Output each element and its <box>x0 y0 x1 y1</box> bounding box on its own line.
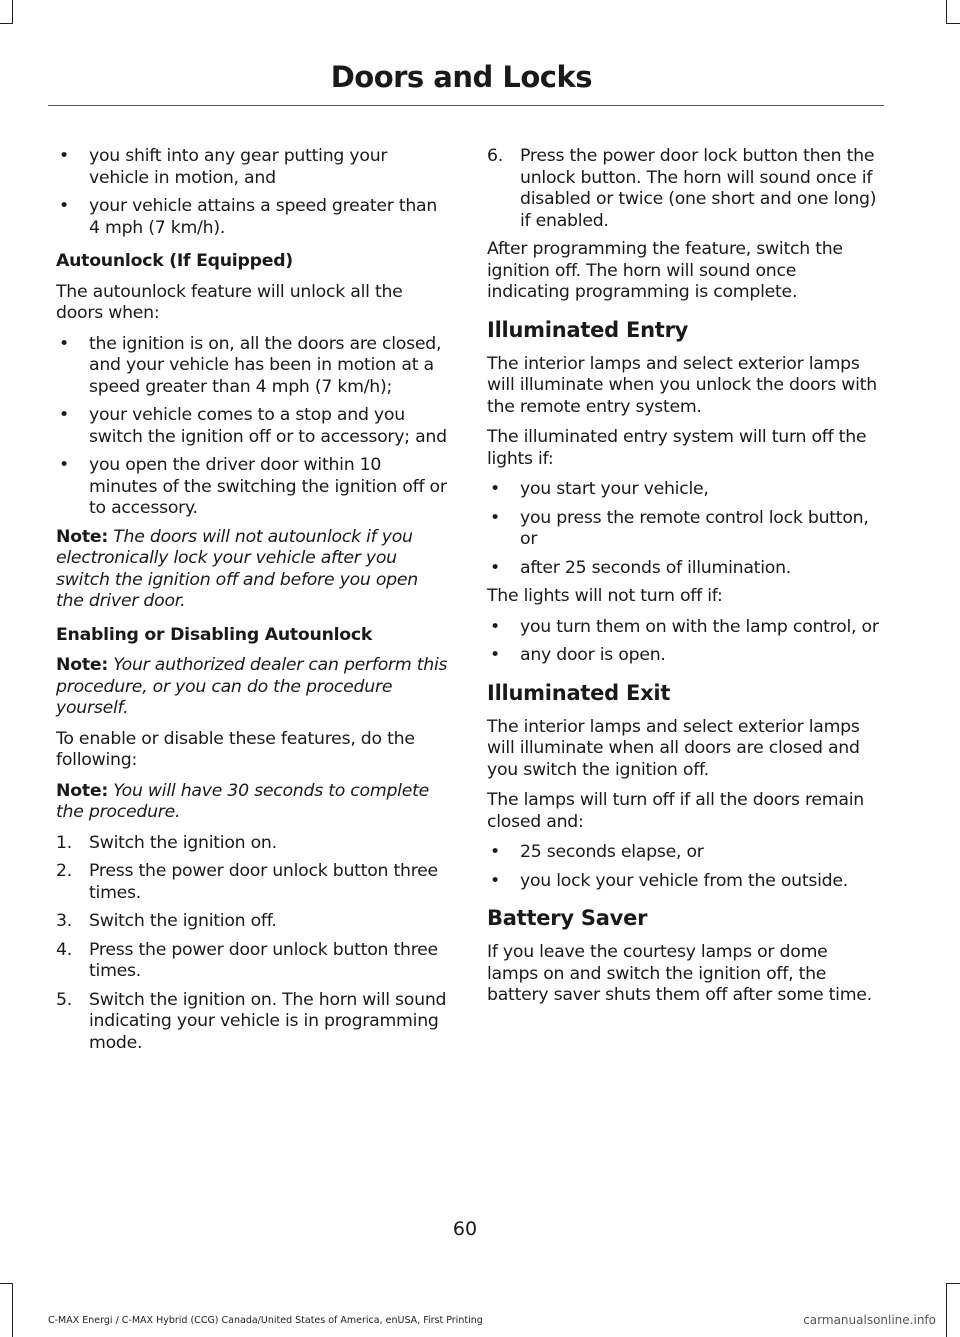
list-item: • you press the remote control lock button, or <box>490 507 869 549</box>
right-column <box>487 146 879 1016</box>
list-item: • you turn them on with the lamp control, or <box>490 616 879 637</box>
crop-mark-bottom-left-h <box>0 1283 13 1284</box>
crop-mark-top-right-h <box>946 23 960 24</box>
bullet-icon: • <box>490 870 500 891</box>
battery-saver-heading: Battery Saver <box>487 906 648 930</box>
left-column <box>56 146 448 1061</box>
not-off-intro: The lights will not turn off if: <box>487 586 723 606</box>
bullet-icon: • <box>490 645 500 665</box>
footer-text: C-MAX Energi / C-MAX Hybrid (CCG) Canada/United States of America, enUSA, First Printing <box>48 1315 483 1326</box>
list-item: • your vehicle attains a speed greater than 4 mph (7 km/h). <box>59 196 438 238</box>
step-item: 4. Press the power door unlock button three times. <box>56 939 438 981</box>
crop-mark-top-right-v <box>946 0 947 24</box>
enable-disable-heading: Enabling or Disabling Autounlock <box>56 624 373 645</box>
crop-mark-top-left-v <box>12 0 13 24</box>
page-number: 60 <box>452 1218 478 1240</box>
note-autounlock: Note: The doors will not autounlock if you electronically lock your vehicle after you switch the ignition off and before you open the driver door. <box>56 526 418 611</box>
list-item: • 25 seconds elapse, or <box>490 842 704 862</box>
after-programming-text: After programming the feature, switch the ignition off. The horn will sound once indicating programming is complete. <box>487 239 843 302</box>
illuminated-exit-p2: The lamps will turn off if all the doors remain closed and: <box>487 790 864 832</box>
list-item: • you lock your vehicle from the outside. <box>490 870 849 891</box>
step-item: 2. Press the power door unlock button three times. <box>56 861 438 903</box>
bullet-icon: • <box>490 616 500 637</box>
list-item: • you shift into any gear putting your vehicle in motion, and <box>59 146 388 188</box>
list-item: • after 25 seconds of illumination. <box>490 557 792 578</box>
autounlock-intro: The autounlock feature will unlock all the doors when: <box>56 281 403 323</box>
illuminated-entry-p1: The interior lamps and select exterior lamps will illuminate when you unlock the doors with the remote entry system. <box>487 353 877 417</box>
illuminated-entry-p2: The illuminated entry system will turn off the lights if: <box>487 427 867 469</box>
bullet-icon: • <box>490 479 500 499</box>
bullet-icon: • <box>59 196 69 216</box>
enable-intro: To enable or disable these features, do the following: <box>56 728 415 770</box>
step-item: 3. Switch the ignition off. <box>56 911 277 931</box>
crop-mark-bottom-right-v <box>946 1283 947 1337</box>
battery-saver-text: If you leave the courtesy lamps or dome lamps on and switch the ignition off, the battery saver shuts them off after some time. <box>487 942 872 1005</box>
list-item: • you start your vehicle, <box>490 479 709 499</box>
bullet-icon: • <box>490 557 500 578</box>
bullet-icon: • <box>59 333 69 354</box>
header-divider <box>48 105 884 106</box>
autounlock-heading: Autounlock (If Equipped) <box>56 251 293 271</box>
illuminated-entry-heading: Illuminated Entry <box>487 317 689 342</box>
list-item: • you open the driver door within 10 minutes of the switching the ignition off or to accessory. <box>59 455 447 518</box>
bullet-icon: • <box>59 405 69 425</box>
list-item: • the ignition is on, all the doors are closed, and your vehicle has been in motion at a speed greater than 4 mph (7 km/h); <box>59 333 442 397</box>
bullet-icon: • <box>59 455 69 475</box>
note-time: Note: You will have 30 seconds to complete the procedure. <box>56 780 430 822</box>
crop-mark-bottom-right-h <box>946 1283 960 1284</box>
step-item: 6. Press the power door lock button then the unlock button. The horn will sound once if disabled or twice (one short and one long) if enabled. <box>487 146 877 231</box>
note-dealer: Note: Your authorized dealer can perform this procedure, or you can do the procedure yourself. <box>56 655 448 718</box>
watermark: carmanualsonline.info <box>803 1313 936 1327</box>
crop-mark-top-left-h <box>0 23 13 24</box>
page-header-title: Doors and Locks <box>330 60 592 94</box>
bullet-icon: • <box>490 842 500 862</box>
illuminated-exit-p1: The interior lamps and select exterior lamps will illuminate when all doors are closed and you switch the ignition off. <box>487 716 860 780</box>
step-item: 1. Switch the ignition on. <box>56 832 277 853</box>
crop-mark-bottom-left-v <box>12 1283 13 1337</box>
list-item: • your vehicle comes to a stop and you switch the ignition off or to accessory; and <box>59 405 447 447</box>
illuminated-exit-heading: Illuminated Exit <box>487 680 671 705</box>
bullet-icon: • <box>490 507 500 528</box>
step-item: 5. Switch the ignition on. The horn will sound indicating your vehicle is in programming mode. <box>56 989 447 1053</box>
bullet-icon: • <box>59 146 69 166</box>
list-item: • any door is open. <box>490 645 666 665</box>
